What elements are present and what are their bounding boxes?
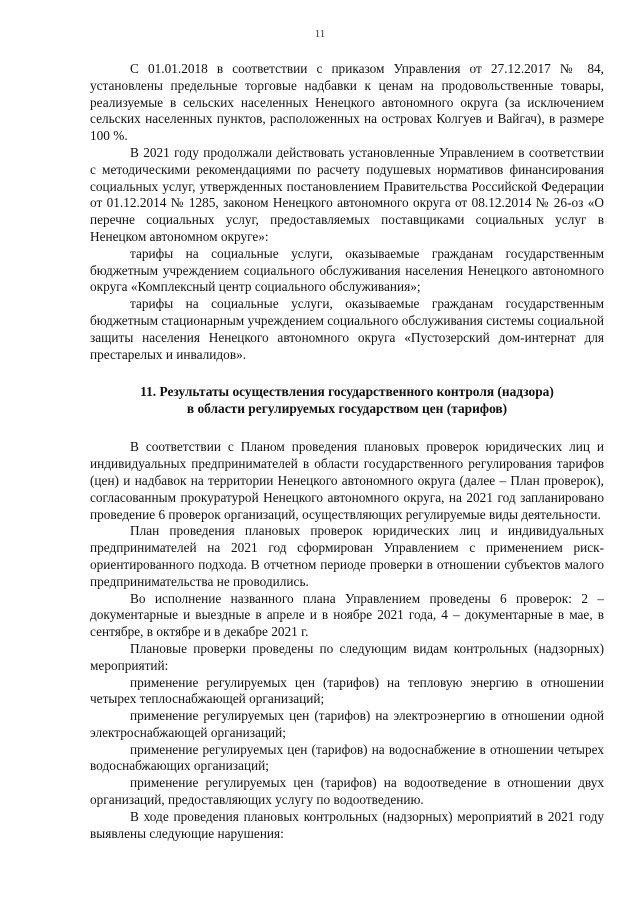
page-content xyxy=(90,61,604,842)
paragraph: С 01.01.2018 в соответствии с приказом Управления от 27.12.2017 № 84, установлены предельные торговые надбавки к ценам на продовольственные товары, реализуемые в сельских населенных Ненецкого автономного округа (за исключением сельских населенных пунктов, расположенных на островах Колгуев и Вайгач), в размере 100 %. xyxy=(90,61,604,144)
page-number: 11 xyxy=(314,28,326,40)
section-heading-line-2: в области регулируемых государством цен (тарифов) xyxy=(186,401,508,417)
paragraph: применение регулируемых цен (тарифов) на тепловую энергию в отношении четырех теплоснабжающей организаций; xyxy=(90,674,604,707)
paragraph: применение регулируемых цен (тарифов) на электроэнергию в отношении одной электроснабжающей организаций; xyxy=(90,708,604,740)
paragraph: Во исполнение названного плана Управлением проведены 6 проверок: 2 – документарные и выездные в апреле и в ноябре 2021 года, 4 – документарные в мае, в сентябре, в октябре и в декабре 2021 г. xyxy=(90,590,604,640)
paragraph: В ходе проведения плановых контрольных (надзорных) мероприятий в 2021 году выявлены следующие нарушения: xyxy=(90,808,604,841)
paragraph: Плановые проверки проведены по следующим видам контрольных (надзорных) мероприятий: xyxy=(90,640,604,673)
section-heading-line-1: 11. Результаты осуществления государственного контроля (надзора) xyxy=(140,384,554,400)
paragraph: В соответствии с Планом проведения плановых проверок юридических лиц и индивидуальных предпринимателей в области государственного регулирования тарифов (цен) и надбавок на территории Ненецкого автономного округа (далее – План проверок), согласованным прокуратурой Ненецкого автономного округа, на 2021 год запланировано проведение 6 проверок организаций, осуществляющих регулируемые виды деятельности. xyxy=(90,439,604,522)
paragraph: В 2021 году продолжали действовать установленные Управлением в соответствии с методическими рекомендациями по расчету подушевых нормативов финансирования социальных услуг, утвержденных постановлением Правительства Российской Федерации от 01.12.2014 № 1285, законом Ненецкого автономного округа от 08.12.2014 № 26-оз «О перечне социальных услуг, предоставляемых поставщиками социальных услуг в Ненецком автономном округе»: xyxy=(90,144,604,244)
paragraph: тарифы на социальные услуги, оказываемые гражданам государственным бюджетным стационарным учреждением социального обслуживания системы социальной защиты населения Ненецкого автономного округа «Пустозерский дом-интернат для престарелых и инвалидов». xyxy=(90,296,604,362)
paragraph: применение регулируемых цен (тарифов) на водоотведение в отношении двух организаций, предоставляющих услугу по водоотведению. xyxy=(90,775,604,808)
paragraph: тарифы на социальные услуги, оказываемые гражданам государственным бюджетным учреждением социального обслуживания населения Ненецкого автономного округа «Комплексный центр социального обслуживания»; xyxy=(90,245,604,295)
paragraph: План проведения плановых проверок юридических лиц и индивидуальных предпринимателей на 2021 год сформирован Управлением с применением риск-ориентированного подхода. В отчетном периоде проверки в отношении субъектов малого предпринимательства не проводились. xyxy=(90,523,604,589)
section-heading xyxy=(90,383,604,417)
paragraph: применение регулируемых цен (тарифов) на водоснабжение в отношении четырех водоснабжающих организаций; xyxy=(90,741,604,774)
